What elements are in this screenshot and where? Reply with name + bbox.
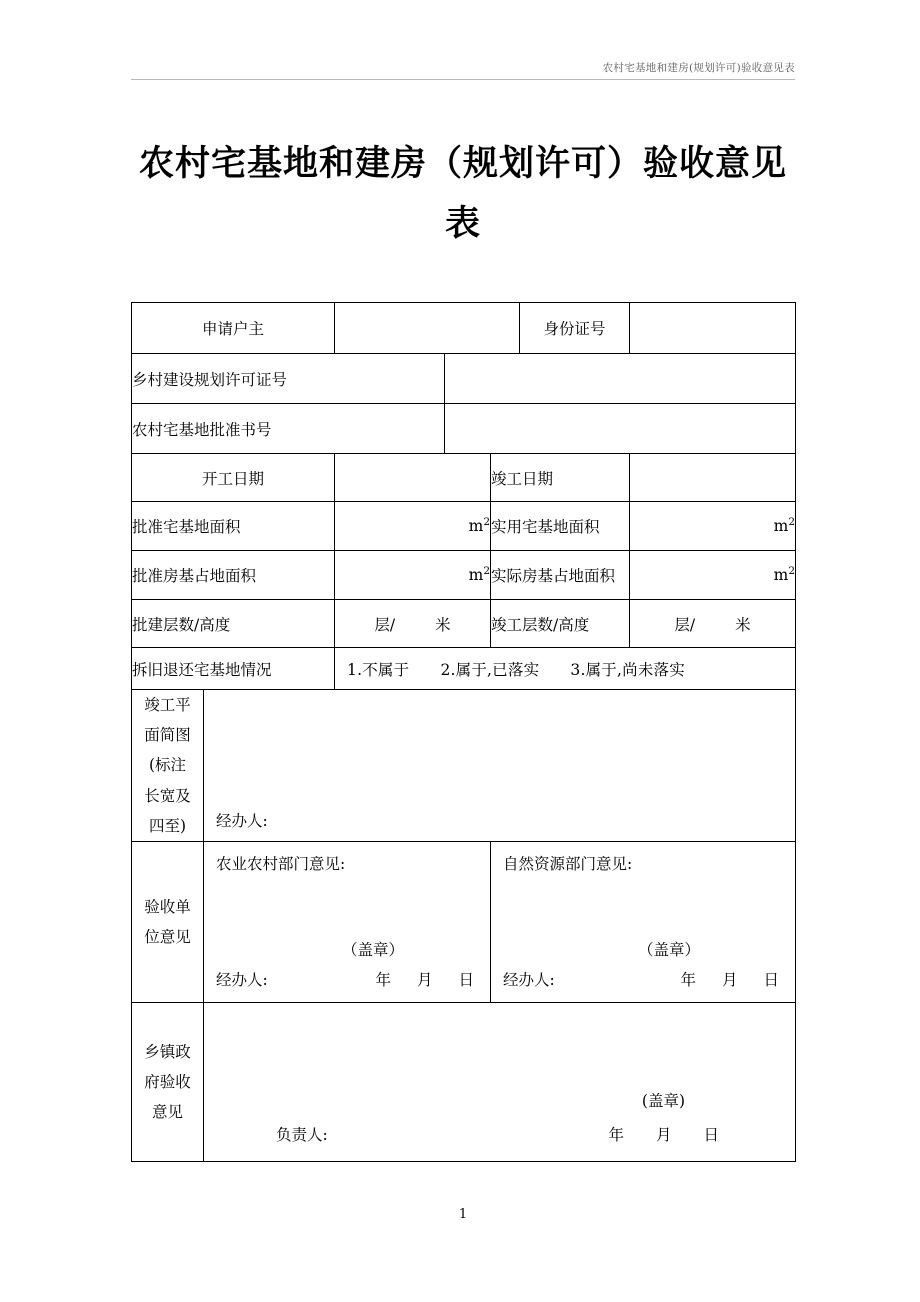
demolition-options [335,648,796,690]
government-person-label: 负责人: [276,1126,328,1145]
diagram-label-line-2: 面简图 [144,726,191,745]
agri-dept-month-label: 月 [416,971,433,990]
government-label-line-3: 意见 [151,1103,183,1122]
table-row-homestead-approval [132,404,796,454]
government-label-line-2: 府验收 [144,1072,191,1091]
natural-resources-date-fields [680,968,783,990]
id-number-label: 身份证号 [520,303,630,354]
agri-dept-year-label: 年 [375,971,391,990]
actual-homestead-area-unit-exponent: 2 [788,515,796,528]
government-seal-label: (盖章) [641,1092,686,1111]
table-row-planning-permit [132,354,796,404]
id-number-value[interactable] [630,303,796,354]
approved-homestead-area-unit: m [468,517,484,535]
diagram-label-line-1: 竣工平 [144,696,191,714]
agri-dept-handler-label: 经办人: [216,971,268,990]
actual-building-area-value[interactable] [630,551,796,600]
applicant-value[interactable] [335,303,520,354]
government-month-label: 月 [656,1126,672,1145]
diagram-label [132,690,204,842]
actual-homestead-area-label: 实用宅基地面积 [491,502,630,551]
approved-building-area-value[interactable] [335,551,491,600]
header-divider [131,79,795,80]
diagram-drawing-area[interactable] [204,690,796,842]
demolition-label: 拆旧退还宅基地情况 [132,648,335,690]
natural-resources-handler-label: 经办人: [503,971,555,990]
diagram-label-line-4: 长宽及 [144,786,191,805]
table-row-government-opinion [132,1003,796,1162]
planning-permit-value[interactable] [445,354,796,404]
table-row-floors [132,600,796,648]
completion-date-label: 竣工日期 [491,454,630,502]
agri-dept-seal-label: （盖章） [342,941,405,960]
natural-resources-opinion-title: 自然资源部门意见: [503,855,633,874]
acceptance-label-line-1: 验收单 [144,897,191,916]
actual-building-area-label: 实际房基占地面积 [491,551,630,600]
diagram-label-line-5: 四至) [148,816,187,835]
table-row-applicant [132,303,796,354]
approved-floors-unit-floor: 层/ [374,615,396,634]
actual-homestead-area-value[interactable] [630,502,796,551]
start-date-value[interactable] [335,454,491,502]
completed-floors-unit-meter: 米 [735,615,751,634]
natural-resources-year-label: 年 [680,971,696,990]
applicant-label: 申请户主 [132,303,335,354]
acceptance-label [132,842,204,1003]
government-day-label: 日 [703,1126,720,1145]
approved-floors-unit-meter: 米 [435,615,451,634]
agri-dept-opinion-cell[interactable] [204,842,491,1003]
agri-dept-day-label: 日 [458,971,475,990]
page-title [130,134,796,254]
acceptance-label-line-2: 位意见 [144,928,191,947]
completed-floors-label: 竣工层数/高度 [491,600,630,648]
running-header [131,60,795,80]
government-year-label: 年 [608,1126,624,1145]
table-row-building-area [132,551,796,600]
diagram-label-line-3: (标注 [148,756,187,775]
demolition-option-3[interactable]: 3.属于,尚未落实 [570,660,685,679]
table-row-diagram [132,690,796,842]
demolition-option-1[interactable]: 1.不属于 [347,660,410,679]
approved-building-area-unit: m [468,566,484,584]
page-title-line-1: 农村宅基地和建房（规划许可）验收意见 [138,143,787,184]
government-signature-row [276,1123,719,1145]
actual-building-area-unit: m [773,566,789,584]
page-number: 1 [458,1207,468,1222]
approved-homestead-area-label: 批准宅基地面积 [132,502,335,551]
agri-dept-signature-row [216,968,478,990]
approved-homestead-area-unit-exponent: 2 [483,515,491,528]
completion-date-value[interactable] [630,454,796,502]
approved-building-area-unit-exponent: 2 [483,564,491,577]
agri-dept-opinion-title: 农业农村部门意见: [216,855,346,874]
homestead-approval-label: 农村宅基地批准书号 [132,404,445,454]
diagram-handler-label: 经办人: [216,812,268,831]
approved-floors-value[interactable] [335,600,491,648]
start-date-label: 开工日期 [132,454,335,502]
natural-resources-day-label: 日 [763,971,780,990]
completed-floors-value[interactable] [630,600,796,648]
agri-dept-date-fields [375,968,478,990]
running-header-title: 农村宅基地和建房(规划许可)验收意见表 [602,62,795,74]
actual-homestead-area-unit: m [773,517,789,535]
government-label-line-1: 乡镇政 [144,1042,191,1061]
government-date-fields [608,1123,719,1145]
approved-homestead-area-value[interactable] [335,502,491,551]
table-row-acceptance-opinion [132,842,796,1003]
natural-resources-seal-label: （盖章） [638,941,701,960]
page-title-line-2: 表 [444,203,481,245]
completed-floors-unit-floor: 层/ [674,615,696,634]
natural-resources-opinion-cell[interactable] [491,842,796,1003]
planning-permit-label: 乡村建设规划许可证号 [132,354,445,404]
government-label [132,1003,204,1162]
actual-building-area-unit-exponent: 2 [788,564,796,577]
acceptance-form-table [131,302,796,1162]
table-row-dates [132,454,796,502]
demolition-option-2[interactable]: 2.属于,已落实 [440,660,540,679]
homestead-approval-value[interactable] [445,404,796,454]
approved-floors-label: 批建层数/高度 [132,600,335,648]
government-opinion-cell[interactable] [204,1003,796,1162]
natural-resources-signature-row [503,968,783,990]
natural-resources-month-label: 月 [722,971,738,990]
approved-building-area-label: 批准房基占地面积 [132,551,335,600]
table-row-demolition [132,648,796,690]
table-row-homestead-area [132,502,796,551]
